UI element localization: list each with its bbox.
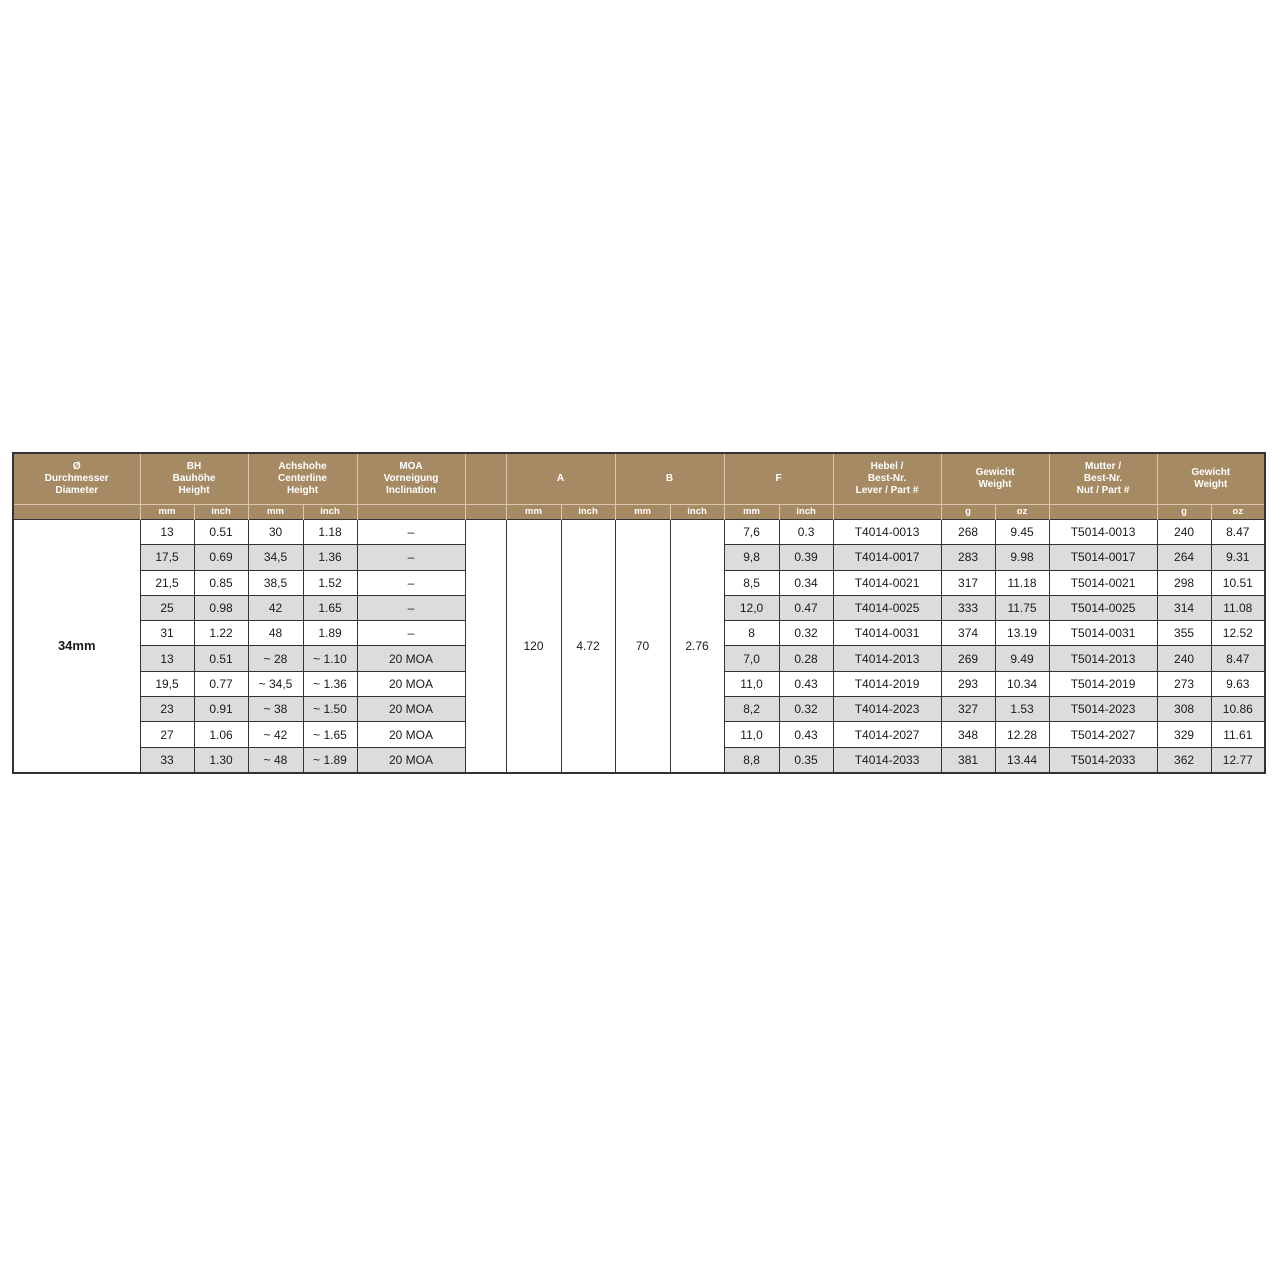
moa: – <box>357 545 465 570</box>
lever-weight-oz: 11.75 <box>995 595 1049 620</box>
f-inch: 0.3 <box>779 520 833 545</box>
lever-weight-g: 317 <box>941 570 995 595</box>
nut-part: T5014-0013 <box>1049 520 1157 545</box>
lever-weight-oz: 10.34 <box>995 671 1049 696</box>
nut-weight-g: 362 <box>1157 747 1211 773</box>
moa: 20 MOA <box>357 747 465 773</box>
f-inch: 0.43 <box>779 671 833 696</box>
nut-weight-oz: 11.61 <box>1211 722 1265 747</box>
unit-bh-mm: mm <box>140 505 194 520</box>
header-b: B <box>615 453 724 505</box>
bh-inch: 0.77 <box>194 671 248 696</box>
b-mm: 70 <box>615 520 670 773</box>
f-inch: 0.32 <box>779 621 833 646</box>
moa: – <box>357 520 465 545</box>
blank-cell <box>465 520 506 773</box>
bh-mm: 21,5 <box>140 570 194 595</box>
unit-bh-inch: inch <box>194 505 248 520</box>
nut-part: T5014-2027 <box>1049 722 1157 747</box>
lever-part: T4014-0013 <box>833 520 941 545</box>
f-mm: 8,2 <box>724 697 779 722</box>
bh-inch: 0.98 <box>194 595 248 620</box>
f-inch: 0.35 <box>779 747 833 773</box>
achshohe-mm: ~ 28 <box>248 646 303 671</box>
nut-weight-oz: 11.08 <box>1211 595 1265 620</box>
nut-weight-oz: 12.77 <box>1211 747 1265 773</box>
bh-inch: 0.69 <box>194 545 248 570</box>
unit-a-mm: mm <box>506 505 561 520</box>
unit-blank <box>13 505 140 520</box>
unit-f-mm: mm <box>724 505 779 520</box>
lever-weight-g: 283 <box>941 545 995 570</box>
bh-mm: 13 <box>140 520 194 545</box>
moa: 20 MOA <box>357 722 465 747</box>
lever-weight-oz: 12.28 <box>995 722 1049 747</box>
bh-mm: 13 <box>140 646 194 671</box>
nut-part: T5014-2033 <box>1049 747 1157 773</box>
b-inch: 2.76 <box>670 520 724 773</box>
header-f: F <box>724 453 833 505</box>
lever-weight-oz: 9.49 <box>995 646 1049 671</box>
lever-weight-oz: 9.98 <box>995 545 1049 570</box>
lever-part: T4014-2033 <box>833 747 941 773</box>
achshohe-inch: ~ 1.65 <box>303 722 357 747</box>
bh-inch: 1.22 <box>194 621 248 646</box>
achshohe-mm: ~ 42 <box>248 722 303 747</box>
moa: – <box>357 621 465 646</box>
header-diameter: Ø Durchmesser Diameter <box>13 453 140 505</box>
bh-inch: 0.51 <box>194 520 248 545</box>
unit-a-inch: inch <box>561 505 615 520</box>
achshohe-inch: 1.65 <box>303 595 357 620</box>
moa: – <box>357 595 465 620</box>
achshohe-inch: 1.89 <box>303 621 357 646</box>
achshohe-mm: 48 <box>248 621 303 646</box>
nut-part: T5014-0031 <box>1049 621 1157 646</box>
nut-weight-oz: 9.63 <box>1211 671 1265 696</box>
f-mm: 11,0 <box>724 722 779 747</box>
bh-mm: 17,5 <box>140 545 194 570</box>
header-a: A <box>506 453 615 505</box>
f-mm: 11,0 <box>724 671 779 696</box>
lever-part: T4014-0031 <box>833 621 941 646</box>
unit-b-inch: inch <box>670 505 724 520</box>
header-moa: MOA Vorneigung Inclination <box>357 453 465 505</box>
bh-mm: 31 <box>140 621 194 646</box>
nut-weight-oz: 10.51 <box>1211 570 1265 595</box>
achshohe-inch: ~ 1.36 <box>303 671 357 696</box>
nut-part: T5014-2023 <box>1049 697 1157 722</box>
achshohe-inch: ~ 1.89 <box>303 747 357 773</box>
achshohe-inch: ~ 1.50 <box>303 697 357 722</box>
achshohe-mm: 42 <box>248 595 303 620</box>
achshohe-mm: 34,5 <box>248 545 303 570</box>
lever-weight-g: 327 <box>941 697 995 722</box>
nut-part: T5014-2013 <box>1049 646 1157 671</box>
unit-gewicht-lever-g: g <box>941 505 995 520</box>
achshohe-mm: ~ 48 <box>248 747 303 773</box>
lever-part: T4014-2027 <box>833 722 941 747</box>
f-inch: 0.47 <box>779 595 833 620</box>
f-mm: 7,6 <box>724 520 779 545</box>
unit-b-mm: mm <box>615 505 670 520</box>
nut-weight-oz: 8.47 <box>1211 520 1265 545</box>
unit-achshohe-mm: mm <box>248 505 303 520</box>
bh-mm: 27 <box>140 722 194 747</box>
nut-part: T5014-0017 <box>1049 545 1157 570</box>
header-row <box>13 453 1265 505</box>
nut-weight-g: 240 <box>1157 520 1211 545</box>
lever-weight-oz: 9.45 <box>995 520 1049 545</box>
f-mm: 9,8 <box>724 545 779 570</box>
header-bh: BH Bauhöhe Height <box>140 453 248 505</box>
unit-gewicht-nut-oz: oz <box>1211 505 1265 520</box>
f-mm: 8,5 <box>724 570 779 595</box>
bh-mm: 33 <box>140 747 194 773</box>
lever-part: T4014-2019 <box>833 671 941 696</box>
a-mm: 120 <box>506 520 561 773</box>
f-mm: 8,8 <box>724 747 779 773</box>
nut-part: T5014-0021 <box>1049 570 1157 595</box>
lever-weight-g: 381 <box>941 747 995 773</box>
nut-weight-g: 308 <box>1157 697 1211 722</box>
achshohe-mm: 30 <box>248 520 303 545</box>
achshohe-mm: 38,5 <box>248 570 303 595</box>
nut-weight-oz: 9.31 <box>1211 545 1265 570</box>
nut-weight-g: 264 <box>1157 545 1211 570</box>
moa: 20 MOA <box>357 697 465 722</box>
unit-blank <box>357 505 465 520</box>
bh-mm: 19,5 <box>140 671 194 696</box>
nut-weight-g: 240 <box>1157 646 1211 671</box>
lever-weight-g: 269 <box>941 646 995 671</box>
f-inch: 0.28 <box>779 646 833 671</box>
achshohe-inch: 1.18 <box>303 520 357 545</box>
lever-part: T4014-0025 <box>833 595 941 620</box>
bh-inch: 0.51 <box>194 646 248 671</box>
nut-part: T5014-2019 <box>1049 671 1157 696</box>
achshohe-mm: ~ 38 <box>248 697 303 722</box>
moa: 20 MOA <box>357 671 465 696</box>
achshohe-inch: 1.36 <box>303 545 357 570</box>
lever-weight-oz: 1.53 <box>995 697 1049 722</box>
nut-weight-g: 329 <box>1157 722 1211 747</box>
lever-weight-oz: 13.44 <box>995 747 1049 773</box>
lever-weight-g: 268 <box>941 520 995 545</box>
diameter-cell: 34mm <box>13 520 140 773</box>
lever-weight-g: 333 <box>941 595 995 620</box>
spec-table <box>12 452 1266 774</box>
f-inch: 0.39 <box>779 545 833 570</box>
nut-weight-oz: 12.52 <box>1211 621 1265 646</box>
lever-weight-oz: 13.19 <box>995 621 1049 646</box>
unit-gewicht-lever-oz: oz <box>995 505 1049 520</box>
bh-inch: 1.30 <box>194 747 248 773</box>
header-gewicht-lever: Gewicht Weight <box>941 453 1049 505</box>
unit-gewicht-nut-g: g <box>1157 505 1211 520</box>
achshohe-mm: ~ 34,5 <box>248 671 303 696</box>
nut-weight-g: 314 <box>1157 595 1211 620</box>
lever-weight-g: 348 <box>941 722 995 747</box>
lever-weight-g: 374 <box>941 621 995 646</box>
achshohe-inch: ~ 1.10 <box>303 646 357 671</box>
achshohe-inch: 1.52 <box>303 570 357 595</box>
nut-part: T5014-0025 <box>1049 595 1157 620</box>
unit-blank <box>1049 505 1157 520</box>
header-achshohe: Achshohe Centerline Height <box>248 453 357 505</box>
f-mm: 8 <box>724 621 779 646</box>
header-blank <box>465 453 506 505</box>
header-mutter: Mutter / Best-Nr. Nut / Part # <box>1049 453 1157 505</box>
a-inch: 4.72 <box>561 520 615 773</box>
bh-mm: 23 <box>140 697 194 722</box>
nut-weight-g: 298 <box>1157 570 1211 595</box>
unit-blank <box>465 505 506 520</box>
lever-part: T4014-0017 <box>833 545 941 570</box>
header-gewicht-nut: Gewicht Weight <box>1157 453 1265 505</box>
table-row <box>13 520 1265 545</box>
lever-part: T4014-2013 <box>833 646 941 671</box>
moa: 20 MOA <box>357 646 465 671</box>
moa: – <box>357 570 465 595</box>
nut-weight-g: 273 <box>1157 671 1211 696</box>
unit-f-inch: inch <box>779 505 833 520</box>
nut-weight-oz: 10.86 <box>1211 697 1265 722</box>
unit-blank <box>833 505 941 520</box>
f-mm: 12,0 <box>724 595 779 620</box>
lever-weight-oz: 11.18 <box>995 570 1049 595</box>
lever-part: T4014-2023 <box>833 697 941 722</box>
f-mm: 7,0 <box>724 646 779 671</box>
bh-inch: 0.85 <box>194 570 248 595</box>
lever-weight-g: 293 <box>941 671 995 696</box>
header-hebel: Hebel / Best-Nr. Lever / Part # <box>833 453 941 505</box>
table-body <box>13 520 1265 773</box>
unit-row <box>13 505 1265 520</box>
bh-inch: 1.06 <box>194 722 248 747</box>
bh-inch: 0.91 <box>194 697 248 722</box>
f-inch: 0.43 <box>779 722 833 747</box>
f-inch: 0.34 <box>779 570 833 595</box>
nut-weight-g: 355 <box>1157 621 1211 646</box>
lever-part: T4014-0021 <box>833 570 941 595</box>
bh-mm: 25 <box>140 595 194 620</box>
nut-weight-oz: 8.47 <box>1211 646 1265 671</box>
f-inch: 0.32 <box>779 697 833 722</box>
unit-achshohe-inch: inch <box>303 505 357 520</box>
